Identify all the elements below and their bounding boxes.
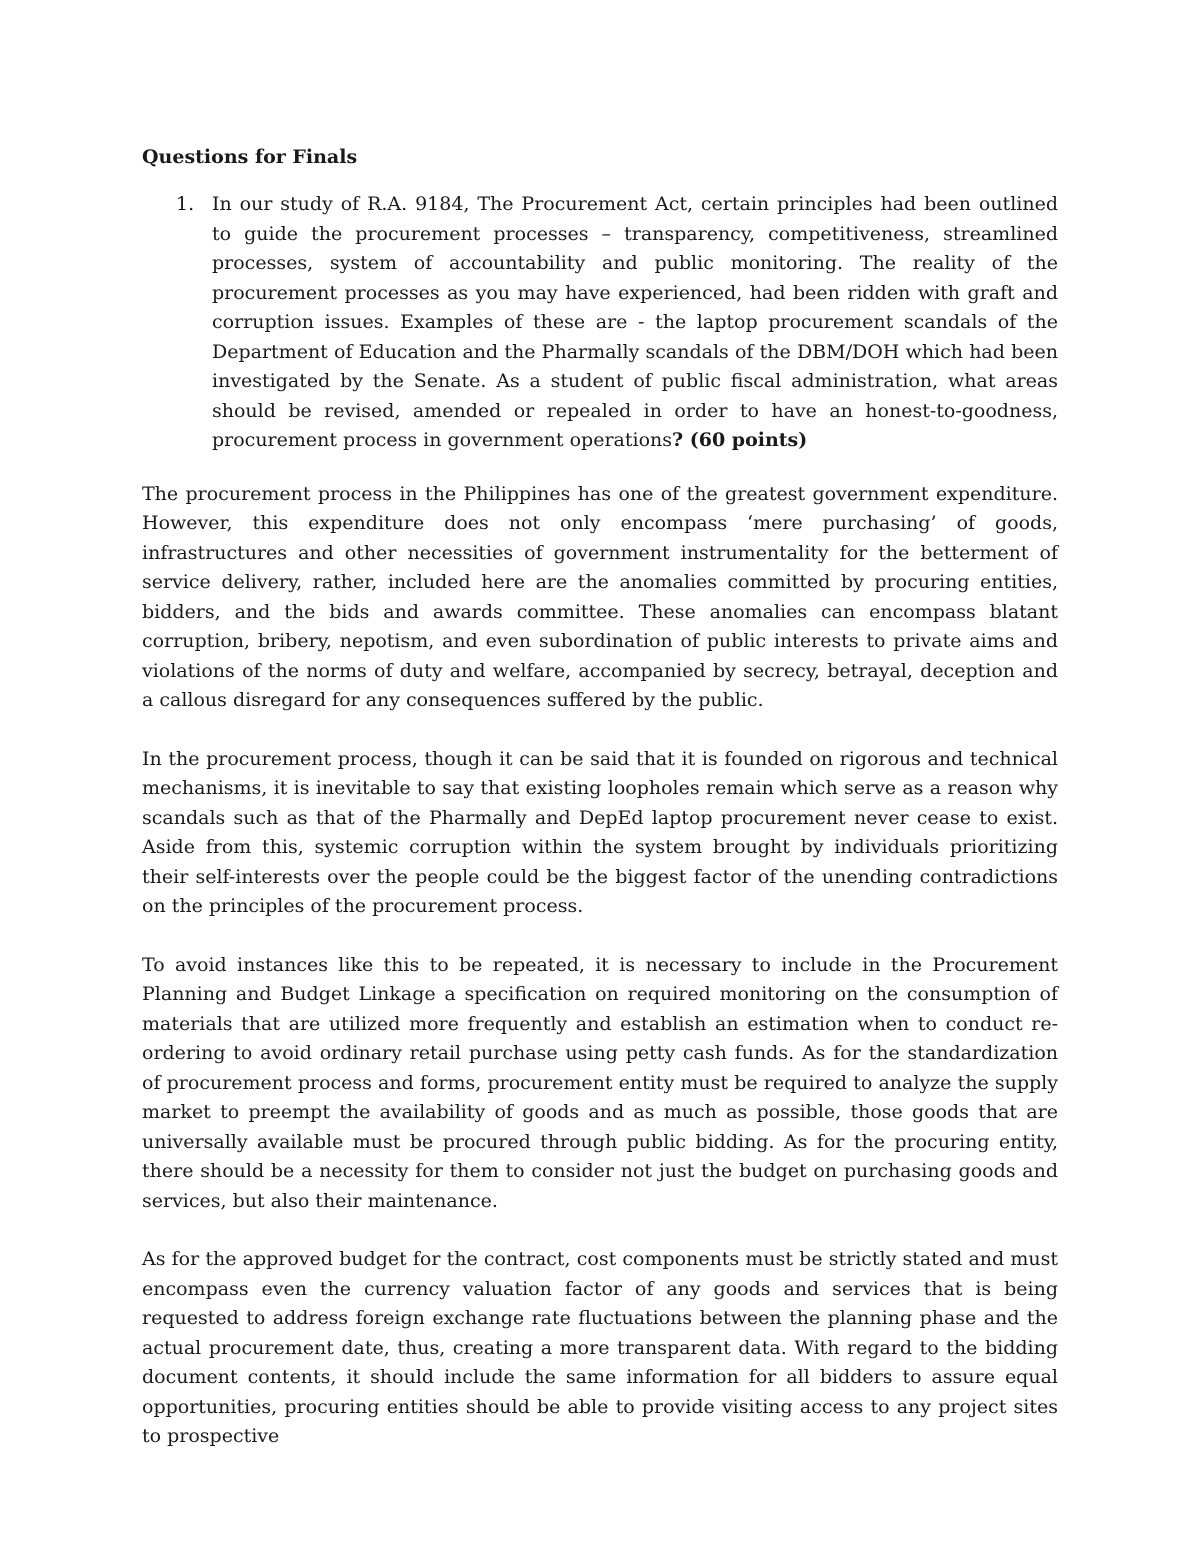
answer-paragraph-2: In the procurement process, though it can be said that it is founded on rigorous and technical mechanisms, it is inevitable to say that existing loopholes remain which serve as a reason why scandals such as that of the Pharmally and DepEd laptop procurement never cease to exist. Aside from this, systemic corruption within the system brought by individuals prioritizing their self-interests over the people could be the biggest factor of the unending contradictions on the principles of the procurement process.	[142, 747, 1058, 917]
page-title: Questions for Finals	[142, 146, 358, 168]
document-body	[142, 143, 1058, 1481]
question-item	[142, 190, 1058, 456]
answer-paragraph-4: As for the approved budget for the contract, cost components must be strictly stated and must encompass even the currency valuation factor of any goods and services that is being requested to address foreign exchange rate fluctuations between the planning phase and the actual procurement date, thus, creating a more transparent data. With regard to the bidding document contents, it should include the same information for all bidders to assure equal opportunities, procuring entities should be able to provide visiting access to any project sites to prospective	[142, 1248, 1058, 1447]
answer-paragraph-1: The procurement process in the Philippines has one of the greatest government expenditure. However, this expenditure does not only encompass ‘mere purchasing’ of goods, infrastructures and other necessities of government instrumentality for the betterment of service delivery, rather, included here are the anomalies committed by procuring entities, bidders, and the bids and awards committee. These anomalies can encompass blatant corruption, bribery, nepotism, and even subordination of public interests to private aims and violations of the norms of duty and welfare, accompanied by secrecy, betrayal, deception and a callous disregard for any consequences suffered by the public.	[142, 482, 1058, 711]
question-number: 1.	[176, 193, 195, 215]
question-text: In our study of R.A. 9184, The Procurement Act, certain principles had been outlined to guide the procurement processes – transparency, competitiveness, streamlined processes, system of accountability and public monitoring. The reality of the procurement processes as you may have experienced, had been ridden with graft and corruption issues. Examples of these are - the laptop procurement scandals of the Department of Education and the Pharmally scandals of the DBM/DOH which had been investigated by the Senate. As a student of public fiscal administration, what areas should be revised, amended or repealed in order to have an honest-to-goodness, procurement process in government operations	[212, 193, 1058, 451]
question-text-block	[212, 190, 1058, 456]
question-points: ? (60 points)	[672, 429, 808, 451]
answer-paragraph-3: To avoid instances like this to be repeated, it is necessary to include in the Procurement Planning and Budget Linkage a specification on required monitoring on the consumption of materials that are utilized more frequently and establish an estimation when to conduct re-ordering to avoid ordinary retail purchase using petty cash funds. As for the standardization of procurement process and forms, procurement entity must be required to analyze the supply market to preempt the availability of goods and as much as possible, those goods that are universally available must be procured through public bidding. As for the procuring entity, there should be a necessity for them to consider not just the budget on purchasing goods and services, but also their maintenance.	[142, 953, 1058, 1212]
